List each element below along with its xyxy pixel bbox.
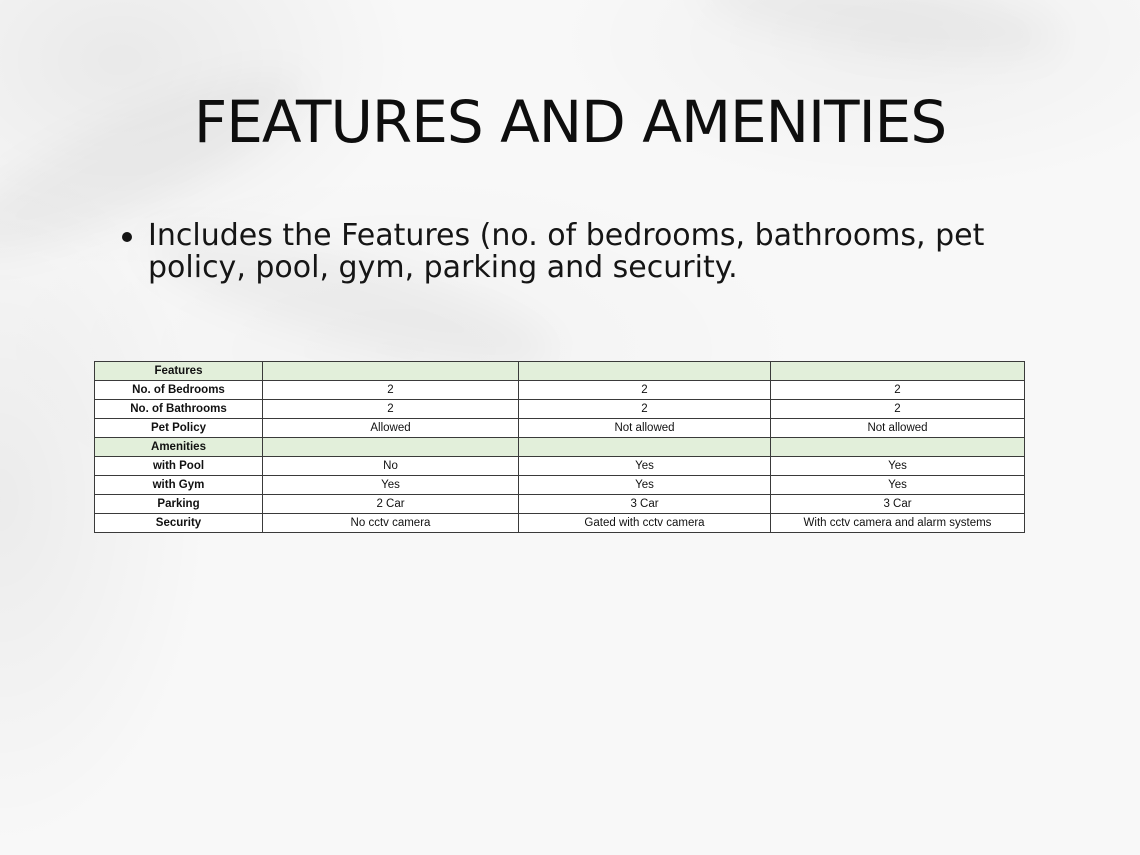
- row-label-cell: Features: [95, 362, 263, 381]
- table-cell: [519, 362, 771, 381]
- table-section-row: [95, 362, 1025, 381]
- table-cell: Yes: [771, 476, 1025, 495]
- table-cell: 2: [263, 400, 519, 419]
- row-label-cell: Pet Policy: [95, 419, 263, 438]
- table-row: [95, 400, 1025, 419]
- table-cell: [263, 362, 519, 381]
- row-label-cell: No. of Bedrooms: [95, 381, 263, 400]
- table-cell: 3 Car: [519, 495, 771, 514]
- table-row: [95, 419, 1025, 438]
- table-cell: [771, 438, 1025, 457]
- table-cell: Not allowed: [771, 419, 1025, 438]
- table-cell: Not allowed: [519, 419, 771, 438]
- features-table-container: [94, 361, 1024, 533]
- row-label-cell: Amenities: [95, 438, 263, 457]
- table-cell: No cctv camera: [263, 514, 519, 533]
- bullet-item: [120, 220, 1000, 284]
- table-section-row: [95, 438, 1025, 457]
- table-cell: No: [263, 457, 519, 476]
- table-cell: 2 Car: [263, 495, 519, 514]
- table-cell: With cctv camera and alarm systems: [771, 514, 1025, 533]
- row-label-cell: Parking: [95, 495, 263, 514]
- row-label-cell: with Pool: [95, 457, 263, 476]
- table-cell: [519, 438, 771, 457]
- table-cell: [771, 362, 1025, 381]
- table-cell: 2: [771, 381, 1025, 400]
- table-row: [95, 381, 1025, 400]
- table-cell: Yes: [519, 476, 771, 495]
- table-cell: 2: [771, 400, 1025, 419]
- table-cell: 2: [263, 381, 519, 400]
- table-cell: 2: [519, 400, 771, 419]
- table-row: [95, 476, 1025, 495]
- slide-title: FEATURES AND AMENITIES: [193, 88, 947, 156]
- table-row: [95, 495, 1025, 514]
- table-cell: Allowed: [263, 419, 519, 438]
- table-row: [95, 457, 1025, 476]
- bullet-dot-icon: [122, 232, 132, 242]
- table-cell: 3 Car: [771, 495, 1025, 514]
- table-cell: Yes: [771, 457, 1025, 476]
- features-amenities-table: [94, 361, 1025, 533]
- table-cell: [263, 438, 519, 457]
- table-cell: Yes: [263, 476, 519, 495]
- table-body: [95, 362, 1025, 533]
- table-cell: Yes: [519, 457, 771, 476]
- row-label-cell: with Gym: [95, 476, 263, 495]
- bullet-text: Includes the Features (no. of bedrooms, bathrooms, pet policy, pool, gym, parking and security.: [148, 218, 985, 285]
- table-cell: Gated with cctv camera: [519, 514, 771, 533]
- bullet-list: [120, 220, 1000, 284]
- table-row: [95, 514, 1025, 533]
- row-label-cell: Security: [95, 514, 263, 533]
- row-label-cell: No. of Bathrooms: [95, 400, 263, 419]
- table-cell: 2: [519, 381, 771, 400]
